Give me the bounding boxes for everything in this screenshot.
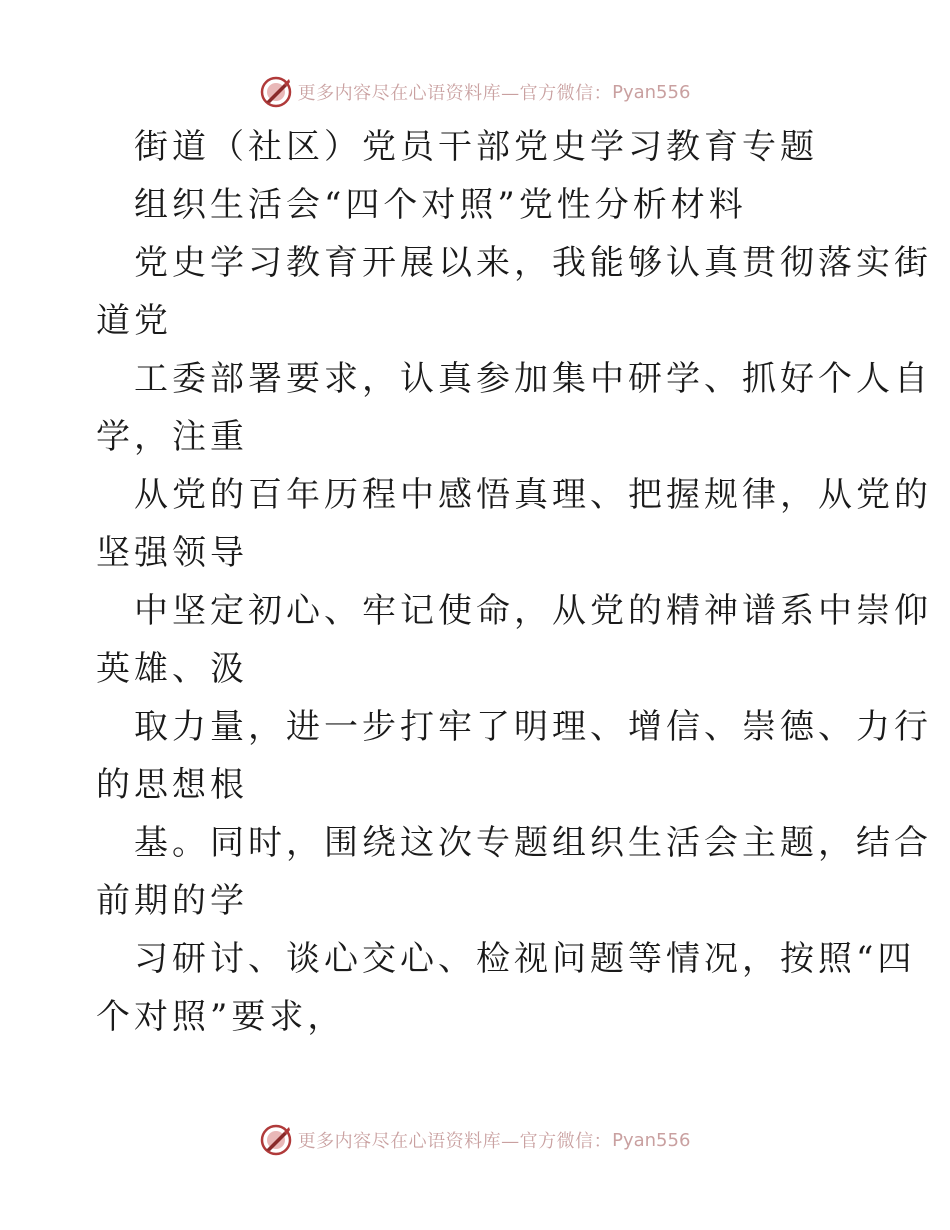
document-body [96, 118, 932, 1046]
document-title-line-1: 街道（社区）党员干部党史学习教育专题 [134, 127, 818, 167]
paragraph-line: 的思想根 [96, 765, 248, 805]
paragraph-line: 坚强领导 [96, 533, 248, 573]
paragraph-line: 党史学习教育开展以来，我能够认真贯彻落实街 [134, 243, 932, 283]
paragraph-line: 取力量，进一步打牢了明理、增信、崇德、力行 [134, 707, 932, 747]
quill-seal-icon [260, 1124, 292, 1156]
paragraph-line: 习研讨、谈心交心、检视问题等情况，按照“四 [134, 939, 916, 979]
watermark-text: 更多内容尽在心语资料库—官方微信： [297, 83, 613, 104]
paragraph-line: 工委部署要求，认真参加集中研学、抓好个人自 [134, 359, 932, 399]
paragraph-line: 中坚定初心、牢记使命，从党的精神谱系中崇仰 [134, 591, 932, 631]
paragraph-line: 学，注重 [96, 417, 248, 457]
paragraph-line: 基。同时，围绕这次专题组织生活会主题，结合 [134, 823, 932, 863]
paragraph-line: 前期的学 [96, 881, 248, 921]
watermark-footer [0, 1120, 950, 1160]
paragraph-line: 从党的百年历程中感悟真理、把握规律，从党的 [134, 475, 932, 515]
quill-seal-icon [260, 76, 292, 108]
watermark-contact: Pyan556 [612, 81, 691, 103]
paragraph-line: 个对照”要求， [96, 997, 346, 1037]
paragraph-line: 道党 [96, 301, 172, 341]
document-title-line-2: 组织生活会“四个对照”党性分析材料 [134, 185, 747, 225]
paragraph-line: 英雄、汲 [96, 649, 248, 689]
watermark-text: 更多内容尽在心语资料库—官方微信： [297, 1131, 613, 1152]
watermark-contact: Pyan556 [612, 1129, 691, 1151]
watermark-header [0, 72, 950, 112]
